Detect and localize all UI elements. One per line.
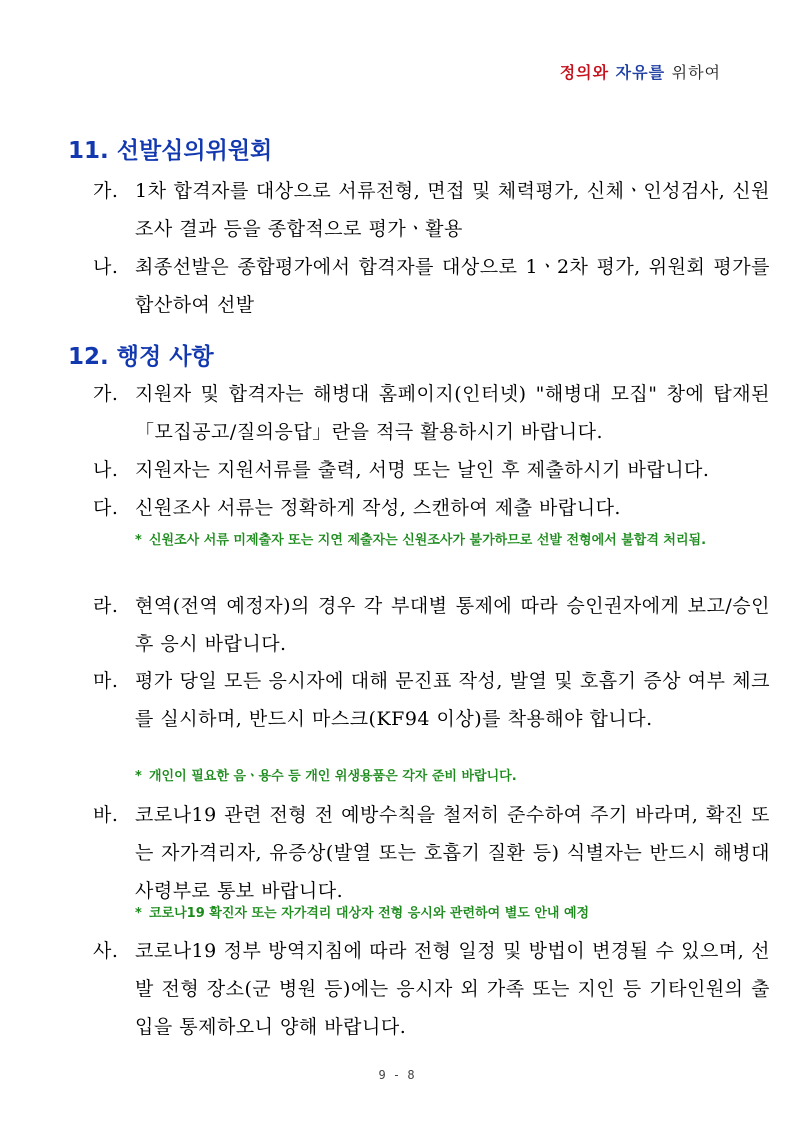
item-marker: 마.	[93, 670, 119, 692]
item-text: 코로나19 관련 전형 전 예방수칙을 철저히 준수하여 주기 바라며, 확진 또는 자가격리자, 유증상(발열 또는 호흡기 질환 등) 식별자는 반드시 해병대사령부로 통보 바랍니다.	[135, 804, 770, 902]
item-marker: 사.	[93, 940, 119, 962]
item-marker: 바.	[93, 804, 119, 826]
header-motto	[560, 60, 721, 83]
note-text: 신원조사 서류 미제출자 또는 지연 제출자는 신원조사가 불가하므로 선발 전형에서 불합격 처리됨.	[149, 533, 707, 548]
item-marker: 다.	[93, 497, 119, 519]
list-item-11-ga	[93, 172, 770, 248]
item-text: 현역(전역 예정자)의 경우 각 부대별 통제에 따라 승인권자에게 보고/승인 후 응시 바랍니다.	[135, 595, 770, 655]
asterisk-icon: *	[135, 769, 142, 784]
list-item-12-ba	[93, 796, 770, 910]
item-marker: 나.	[93, 459, 119, 481]
section-title-11: 11. 선발심의위원회	[68, 138, 273, 164]
item-marker: 가.	[93, 383, 119, 405]
item-text: 최종선발은 종합평가에서 합격자를 대상으로 1ㆍ2차 평가, 위원회 평가를 합산하여 선발	[135, 256, 770, 316]
item-text: 지원자 및 합격자는 해병대 홈페이지(인터넷) "해병대 모집" 창에 탑재된 「모집공고/질의응답」란을 적극 활용하시기 바랍니다.	[135, 383, 770, 443]
item-text: 신원조사 서류는 정확하게 작성, 스캔하여 제출 바랍니다.	[135, 497, 621, 519]
item-marker: 라.	[93, 595, 119, 617]
motto-part-3: 위하여	[671, 63, 721, 82]
note-12-ma	[135, 764, 741, 790]
list-item-12-ga	[93, 375, 770, 451]
list-item-12-sa	[93, 932, 770, 1046]
list-item-11-na	[93, 248, 770, 324]
note-text: 개인이 필요한 음ㆍ용수 등 개인 위생용품은 각자 준비 바랍니다.	[149, 769, 517, 784]
list-item-12-ma	[93, 662, 770, 738]
section-title-12: 12. 행정 사항	[68, 344, 214, 370]
item-text: 코로나19 정부 방역지침에 따라 전형 일정 및 방법이 변경될 수 있으며, 선발 전형 장소(군 병원 등)에는 응시자 외 가족 또는 지인 등 기타인원의 출입을 통제하오니 양해 바랍니다.	[135, 940, 770, 1038]
item-text: 지원자는 지원서류를 출력, 서명 또는 날인 후 제출하시기 바랍니다.	[135, 459, 710, 481]
item-text: 1차 합격자를 대상으로 서류전형, 면접 및 체력평가, 신체ㆍ인성검사, 신원조사 결과 등을 종합적으로 평가ㆍ활용	[135, 180, 770, 240]
note-text: 코로나19 확진자 또는 자가격리 대상자 전형 응시와 관련하여 별도 안내 예정	[149, 906, 590, 921]
asterisk-icon: *	[135, 906, 142, 921]
note-12-da	[135, 528, 741, 554]
asterisk-icon: *	[135, 533, 142, 548]
list-item-12-ra	[93, 587, 770, 663]
item-text: 평가 당일 모든 응시자에 대해 문진표 작성, 발열 및 호흡기 증상 여부 체크를 실시하며, 반드시 마스크(KF94 이상)를 착용해야 합니다.	[135, 670, 770, 730]
list-item-12-na	[93, 451, 770, 489]
list-item-12-da	[93, 489, 770, 527]
note-12-ba	[135, 901, 741, 927]
item-marker: 나.	[93, 256, 119, 278]
page-number: 9 - 8	[378, 1068, 415, 1082]
item-marker: 가.	[93, 180, 119, 202]
motto-part-1: 정의와	[559, 63, 610, 82]
motto-part-2: 자유를	[615, 63, 666, 82]
